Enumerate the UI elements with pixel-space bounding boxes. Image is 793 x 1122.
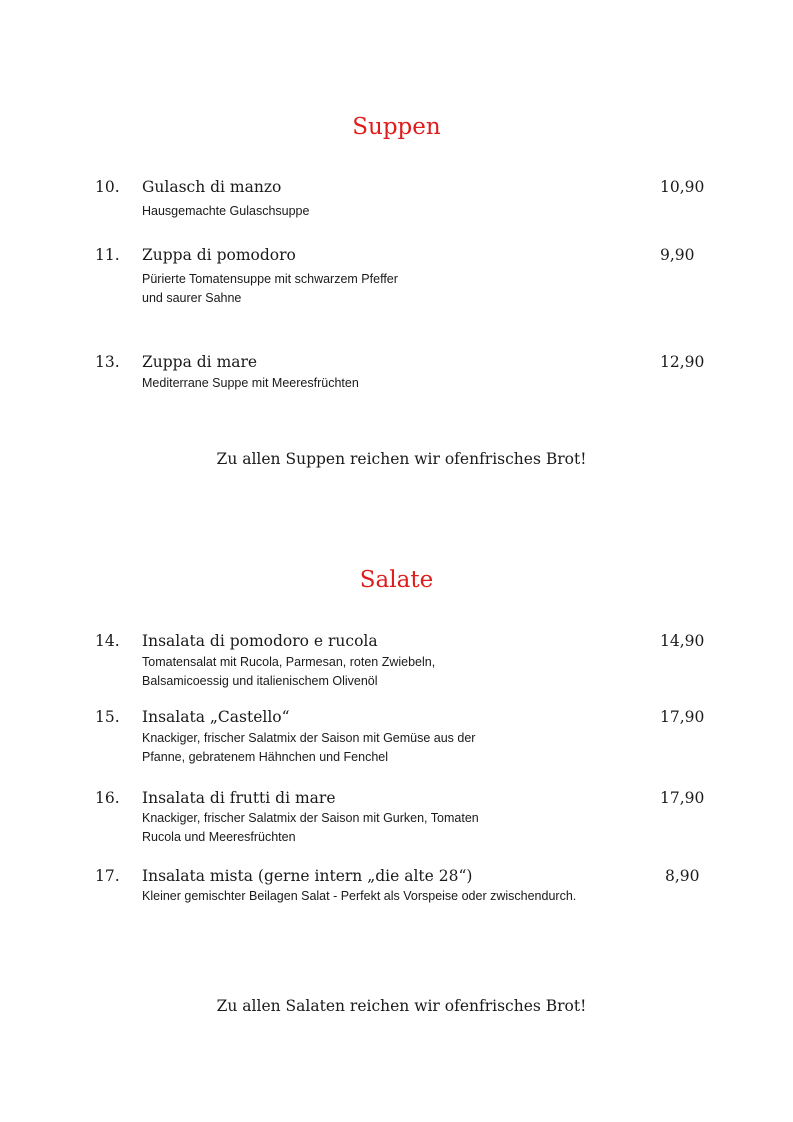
- item-description: [142, 374, 662, 393]
- item-number: 14.: [95, 632, 120, 650]
- item-description: [142, 270, 662, 308]
- description-line: Hausgemachte Gulaschsuppe: [142, 204, 310, 218]
- item-description: [142, 887, 742, 906]
- item-number: 15.: [95, 708, 120, 726]
- item-price: 8,90: [665, 867, 700, 885]
- item-name: Zuppa di pomodoro: [142, 246, 296, 264]
- item-name: Zuppa di mare: [142, 353, 258, 371]
- item-number: 16.: [95, 789, 120, 807]
- item-number: 10.: [95, 178, 120, 196]
- description-line: Kleiner gemischter Beilagen Salat - Perfekt als Vorspeise oder zwischendurch.: [142, 889, 577, 903]
- item-price: 17,90: [660, 708, 705, 726]
- item-description: [142, 809, 662, 847]
- item-name: Insalata di frutti di mare: [142, 789, 336, 807]
- item-name: Gulasch di manzo: [142, 178, 282, 196]
- description-line: Knackiger, frischer Salatmix der Saison mit Gurken, Tomaten: [142, 811, 479, 825]
- item-description: [142, 202, 662, 221]
- description-line: Pürierte Tomatensuppe mit schwarzem Pfeffer: [142, 272, 398, 286]
- item-price: 14,90: [660, 632, 705, 650]
- item-name: Insalata di pomodoro e rucola: [142, 632, 378, 650]
- item-description: [142, 729, 662, 767]
- soups-heading: Suppen: [352, 114, 441, 140]
- salads-note: Zu allen Salaten reichen wir ofenfrisches Brot!: [216, 997, 587, 1015]
- description-line: Knackiger, frischer Salatmix der Saison mit Gemüse aus der: [142, 731, 476, 745]
- description-line: Rucola und Meeresfrüchten: [142, 830, 296, 844]
- item-price: 12,90: [660, 353, 705, 371]
- item-price: 17,90: [660, 789, 705, 807]
- item-price: 9,90: [660, 246, 695, 264]
- description-line: Mediterrane Suppe mit Meeresfrüchten: [142, 376, 359, 390]
- item-number: 17.: [95, 867, 120, 885]
- description-line: Tomatensalat mit Rucola, Parmesan, roten Zwiebeln,: [142, 655, 436, 669]
- description-line: Pfanne, gebratenem Hähnchen und Fenchel: [142, 750, 389, 764]
- item-price: 10,90: [660, 178, 705, 196]
- description-line: und saurer Sahne: [142, 291, 242, 305]
- description-line: Balsamicoessig und italienischem Olivenöl: [142, 674, 378, 688]
- salads-heading: Salate: [359, 567, 434, 593]
- item-description: [142, 653, 662, 691]
- soups-note: Zu allen Suppen reichen wir ofenfrisches Brot!: [216, 450, 587, 468]
- item-name: Insalata mista (gerne intern „die alte 28“): [142, 867, 473, 885]
- item-number: 13.: [95, 353, 120, 371]
- item-number: 11.: [95, 246, 120, 264]
- item-name: Insalata „Castello“: [142, 708, 290, 726]
